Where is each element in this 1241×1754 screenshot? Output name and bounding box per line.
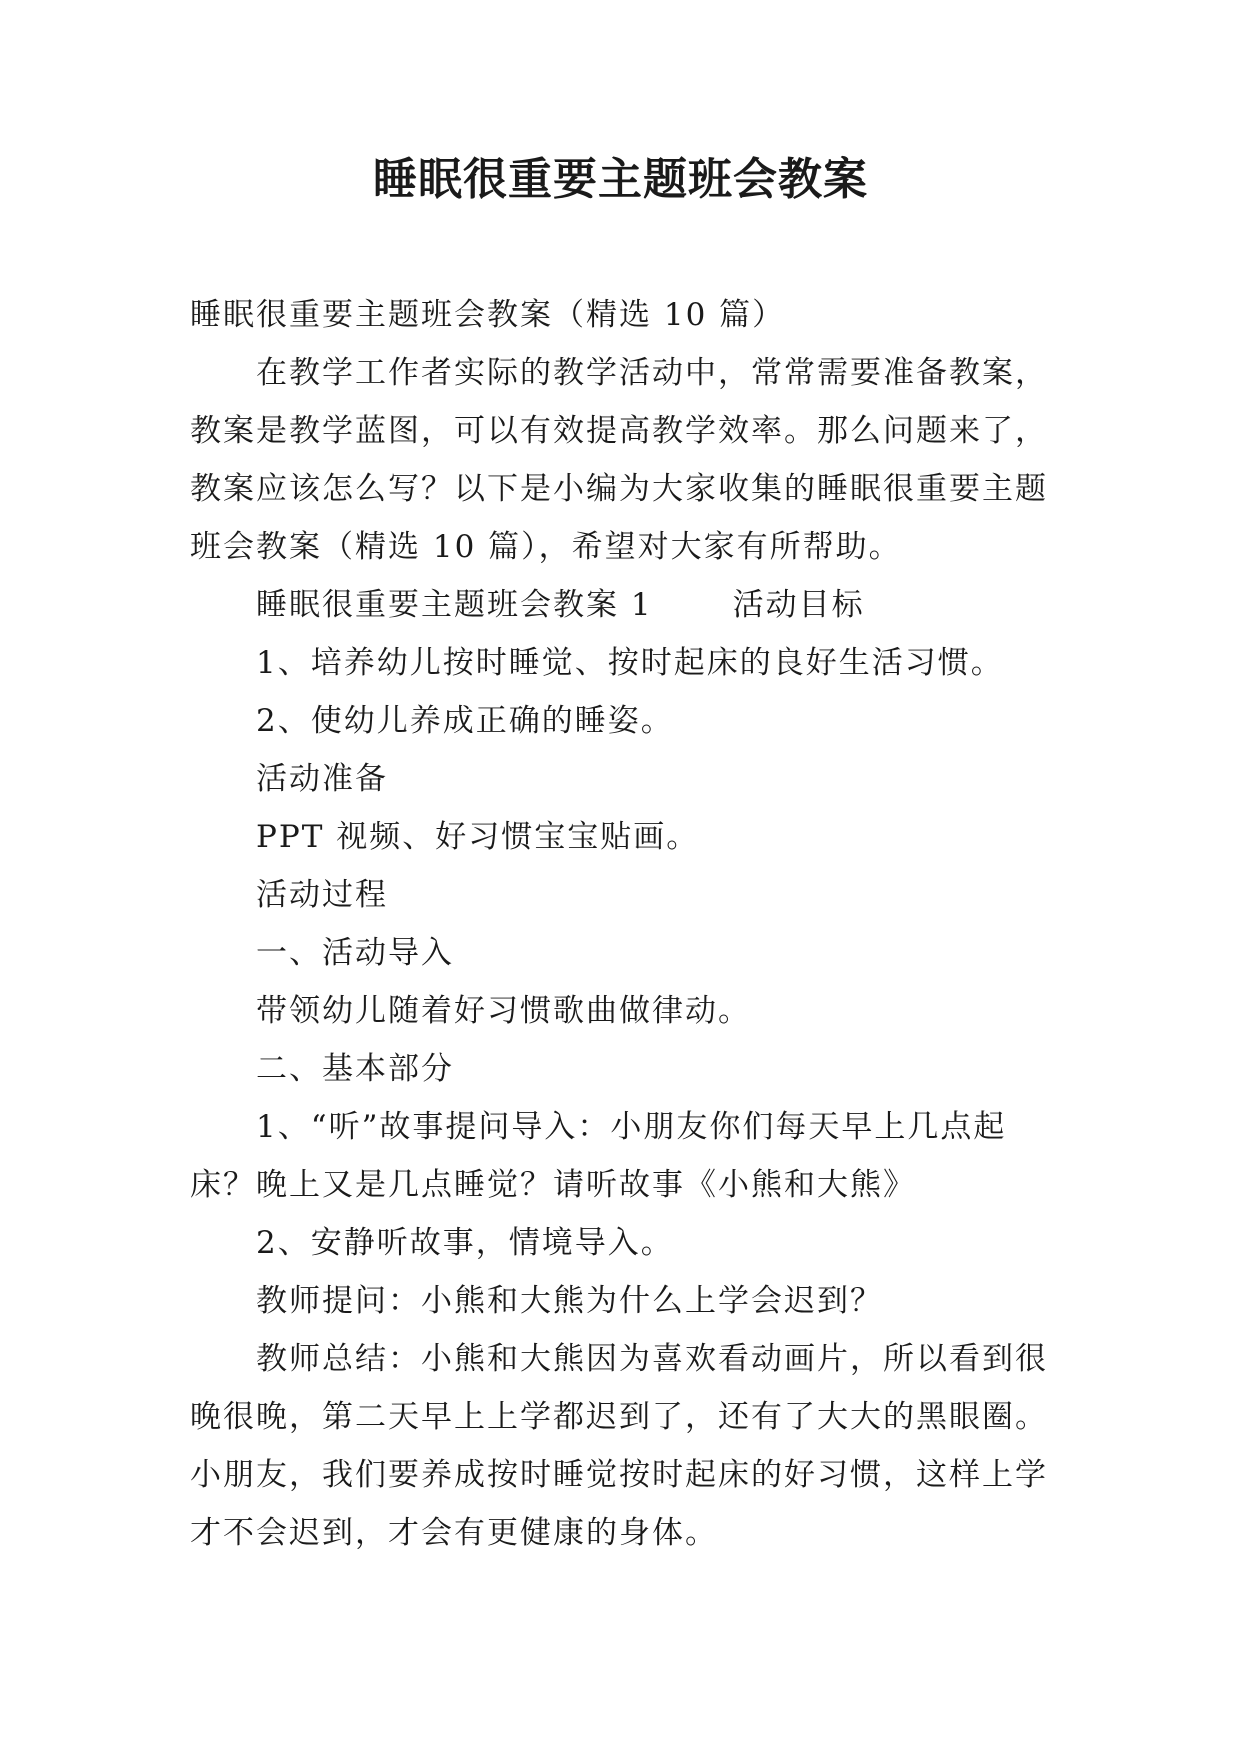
document-subtitle: 睡眠很重要主题班会教案（精选 10 篇）: [190, 297, 786, 333]
part1-text: 带领幼儿随着好习惯歌曲做律动。: [256, 993, 751, 1029]
document-body: [190, 286, 1070, 1562]
intro-paragraph: 在教学工作者实际的教学活动中，常常需要准备教案，教案是教学蓝图，可以有效提高教学效率。那么问题来了，教案应该怎么写？以下是小编为大家收集的睡眠很重要主题班会教案（精选 10 篇），希望对大家有所帮助。: [190, 355, 1048, 565]
teacher-question: 教师提问：小熊和大熊为什么上学会迟到？: [256, 1283, 883, 1319]
process-heading: 活动过程: [256, 877, 388, 913]
step-1: 1、“听”故事提问导入：小朋友你们每天早上几点起床？晚上又是几点睡觉？请听故事《小熊和大熊》: [190, 1109, 1007, 1203]
part2-heading: 二、基本部分: [256, 1051, 454, 1087]
prep-text: PPT 视频、好习惯宝宝贴画。: [256, 819, 700, 855]
section-heading: 睡眠很重要主题班会教案 1: [256, 587, 653, 623]
document-title: 睡眠很重要主题班会教案: [373, 154, 868, 205]
part1-heading: 一、活动导入: [256, 935, 454, 971]
goal-item-2: 2、使幼儿养成正确的睡姿。: [256, 703, 674, 739]
goal-item-1: 1、培养幼儿按时睡觉、按时起床的良好生活习惯。: [256, 645, 1004, 681]
step-2: 2、安静听故事，情境导入。: [256, 1225, 674, 1261]
goal-heading: 活动目标: [732, 587, 865, 623]
teacher-summary: 教师总结：小熊和大熊因为喜欢看动画片，所以看到很晚很晚，第二天早上上学都迟到了，还有了大大的黑眼圈。小朋友，我们要养成按时睡觉按时起床的好习惯，这样上学才不会迟到，才会有更健康的身体。: [190, 1341, 1048, 1551]
prep-heading: 活动准备: [256, 761, 388, 797]
section-heading-line: [190, 576, 1070, 634]
